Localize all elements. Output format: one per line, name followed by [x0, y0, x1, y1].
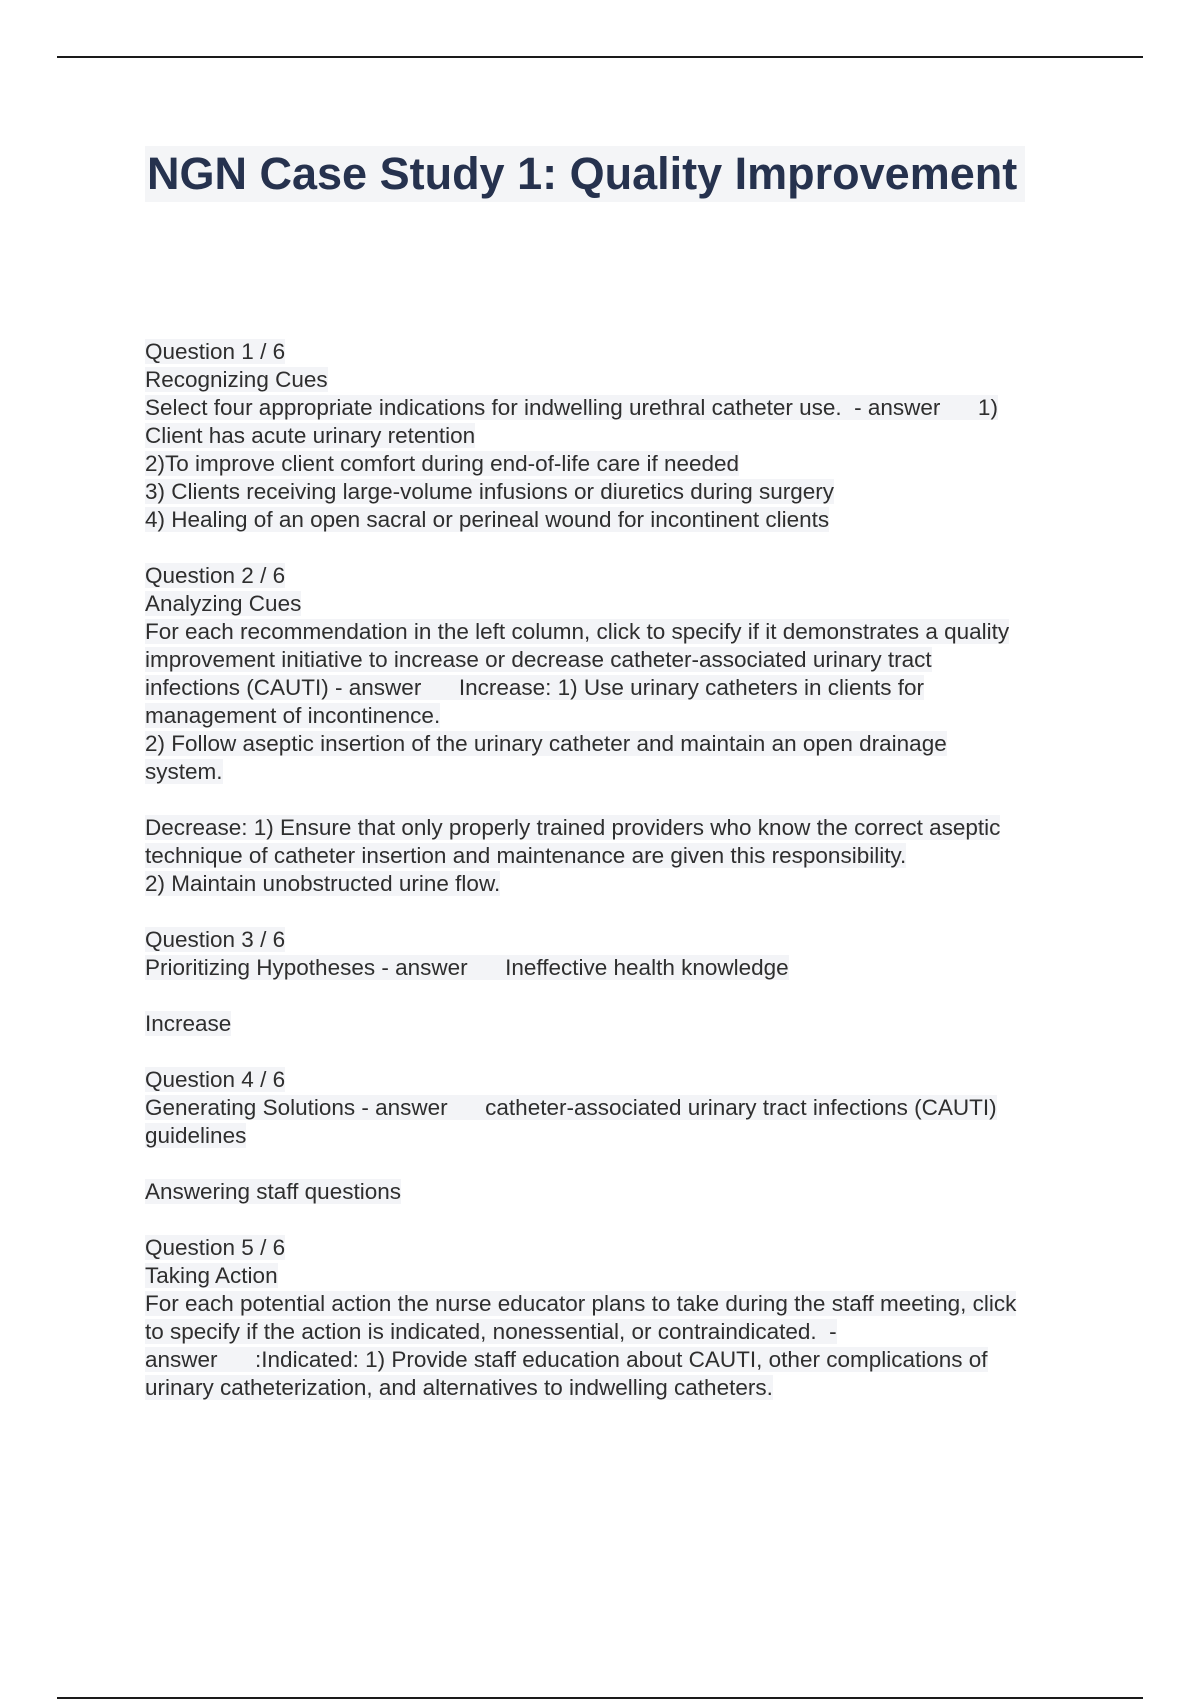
text-line-content: infections (CAUTI) - answer Increase: 1) Use urinary catheters in clients for: [145, 675, 925, 700]
text-line: [145, 758, 1085, 786]
text-line-content: For each recommendation in the left column, click to specify if it demonstrates a quality: [145, 619, 1010, 644]
text-line-content: Question 1 / 6: [145, 339, 286, 364]
text-line: [145, 814, 1085, 842]
text-line-content: technique of catheter insertion and maintenance are given this responsibility.: [145, 843, 907, 868]
text-line-content: answer :Indicated: 1) Provide staff education about CAUTI, other complications of: [145, 1347, 988, 1372]
text-line-content: system.: [145, 759, 223, 784]
text-line: [145, 1094, 1085, 1122]
text-line-content: Analyzing Cues: [145, 591, 302, 616]
text-line-content: to specify if the action is indicated, nonessential, or contraindicated. -: [145, 1319, 837, 1344]
text-line-content: 2)To improve client comfort during end-of-life care if needed: [145, 451, 740, 476]
blank-line: [145, 898, 1085, 926]
blank-line: [145, 786, 1085, 814]
blank-line: [145, 534, 1085, 562]
text-line: [145, 394, 1085, 422]
text-line: [145, 422, 1085, 450]
text-line-content: Client has acute urinary retention: [145, 423, 476, 448]
text-line: [145, 1010, 1085, 1038]
blank-line: [145, 982, 1085, 1010]
text-line-content: 4) Healing of an open sacral or perineal wound for incontinent clients: [145, 507, 830, 532]
text-line-content: Answering staff questions: [145, 1179, 401, 1204]
text-line-content: Generating Solutions - answer catheter-associated urinary tract infections (CAUTI): [145, 1095, 997, 1120]
text-line: [145, 1262, 1085, 1290]
text-line: [145, 1318, 1085, 1346]
text-line-content: Question 2 / 6: [145, 563, 286, 588]
text-line-content: Increase: [145, 1011, 232, 1036]
text-line: [145, 926, 1085, 954]
text-line: [145, 954, 1085, 982]
text-line: [145, 1066, 1085, 1094]
text-line: [145, 1178, 1085, 1206]
blank-line: [145, 1206, 1085, 1234]
text-line: [145, 338, 1085, 366]
text-line: [145, 1234, 1085, 1262]
text-line-content: 3) Clients receiving large-volume infusions or diuretics during surgery: [145, 479, 835, 504]
text-line: [145, 1122, 1085, 1150]
text-line-content: Question 5 / 6: [145, 1235, 286, 1260]
text-line: [145, 366, 1085, 394]
text-line-content: Recognizing Cues: [145, 367, 328, 392]
document-title: NGN Case Study 1: Quality Improvement: [145, 146, 1025, 202]
text-line: [145, 618, 1085, 646]
text-line-content: Taking Action: [145, 1263, 278, 1288]
blank-line: [145, 1038, 1085, 1066]
text-line-content: management of incontinence.: [145, 703, 441, 728]
text-line: [145, 702, 1085, 730]
text-line: [145, 1374, 1085, 1402]
text-line: [145, 478, 1085, 506]
text-line: [145, 842, 1085, 870]
text-line: [145, 562, 1085, 590]
text-line-content: urinary catheterization, and alternatives to indwelling catheters.: [145, 1375, 773, 1400]
text-line: [145, 1346, 1085, 1374]
text-line: [145, 870, 1085, 898]
text-line: [145, 590, 1085, 618]
blank-line: [145, 1150, 1085, 1178]
text-line-content: For each potential action the nurse educator plans to take during the staff meeting, click: [145, 1291, 1017, 1316]
text-line-content: Question 3 / 6: [145, 927, 286, 952]
top-rule: [57, 56, 1143, 58]
text-line: [145, 1290, 1085, 1318]
document-body: [145, 338, 1085, 1402]
text-line: [145, 450, 1085, 478]
text-line-content: improvement initiative to increase or decrease catheter-associated urinary tract: [145, 647, 932, 672]
text-line-content: Question 4 / 6: [145, 1067, 286, 1092]
text-line-content: Prioritizing Hypotheses - answer Ineffective health knowledge: [145, 955, 789, 980]
text-line-content: guidelines: [145, 1123, 247, 1148]
text-line: [145, 506, 1085, 534]
bottom-rule: [57, 1697, 1143, 1699]
text-line-content: Select four appropriate indications for indwelling urethral catheter use. - answer 1): [145, 395, 998, 420]
text-line: [145, 674, 1085, 702]
text-line: [145, 646, 1085, 674]
text-line: [145, 730, 1085, 758]
text-line-content: Decrease: 1) Ensure that only properly trained providers who know the correct aseptic: [145, 815, 1001, 840]
text-line-content: 2) Maintain unobstructed urine flow.: [145, 871, 501, 896]
text-line-content: 2) Follow aseptic insertion of the urinary catheter and maintain an open drainage: [145, 731, 947, 756]
